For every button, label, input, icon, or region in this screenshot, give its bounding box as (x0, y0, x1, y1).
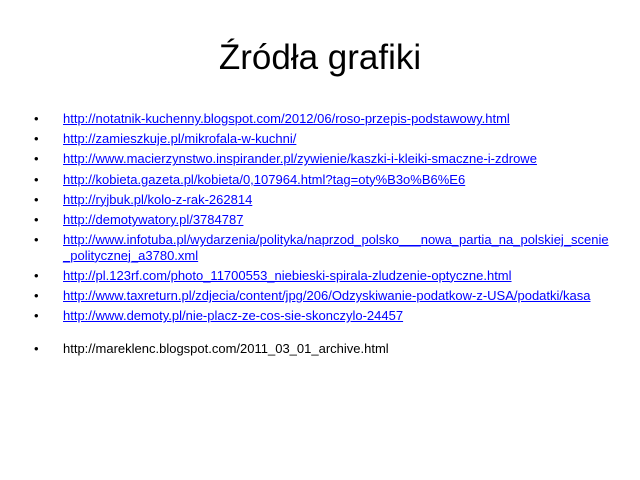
bullet-icon: • (34, 151, 39, 167)
slide-title: Źródła grafiki (218, 38, 422, 77)
source-link[interactable]: http://kobieta.gazeta.pl/kobieta/0,107964.html?tag=oty%B3o%B6%E6 (63, 171, 466, 187)
bullet-icon: • (34, 308, 39, 324)
list-item (34, 268, 614, 284)
bullet-icon: • (34, 232, 39, 248)
plain-source-text: http://mareklenc.blogspot.com/2011_03_01_archive.html (63, 340, 389, 356)
source-link[interactable]: http://notatnik-kuchenny.blogspot.com/2012/06/roso-przepis-podstawowy.html (63, 111, 510, 126)
sources-list (34, 111, 614, 361)
list-item (34, 192, 614, 208)
source-link[interactable]: http://ryjbuk.pl/kolo-z-rak-262814 (63, 191, 253, 207)
bullet-icon: • (34, 211, 39, 227)
bullet-icon: • (34, 191, 39, 207)
list-item (34, 172, 614, 188)
bullet-icon: • (34, 111, 39, 126)
list-item (34, 232, 614, 263)
source-link[interactable]: http://zamieszkuje.pl/mikrofala-w-kuchni/ (63, 131, 297, 147)
list-item (34, 131, 614, 147)
list-item (34, 341, 614, 357)
source-link[interactable]: http://pl.123rf.com/photo_11700553_niebieski-spirala-zludzenie-optyczne.html (63, 267, 512, 283)
bullet-icon: • (34, 267, 39, 283)
list-item (34, 308, 614, 324)
bullet-icon: • (34, 171, 39, 187)
list-item (34, 212, 614, 228)
list-item (34, 151, 614, 167)
source-link[interactable]: http://www.macierzynstwo.inspirander.pl/zywienie/kaszki-i-kleiki-smaczne-i-zdrowe (63, 151, 537, 167)
bullet-icon: • (34, 288, 39, 303)
source-link[interactable]: http://www.infotuba.pl/wydarzenia/polityka/naprzod_polsko___nowa_partia_na_polskiej_scenie_politycznej_a3780.xml (63, 232, 609, 263)
list-item (34, 288, 614, 304)
source-link[interactable]: http://www.demoty.pl/nie-placz-ze-cos-sie-skonczylo-24457 (63, 308, 404, 324)
list-item (34, 111, 614, 127)
bullet-icon: • (34, 340, 39, 356)
bullet-icon: • (34, 131, 39, 147)
source-link[interactable]: http://demotywatory.pl/3784787 (63, 211, 244, 227)
source-link[interactable]: http://www.taxreturn.pl/zdjecia/content/jpg/206/Odzyskiwanie-podatkow-z-USA/podatki/kasa (63, 288, 591, 303)
